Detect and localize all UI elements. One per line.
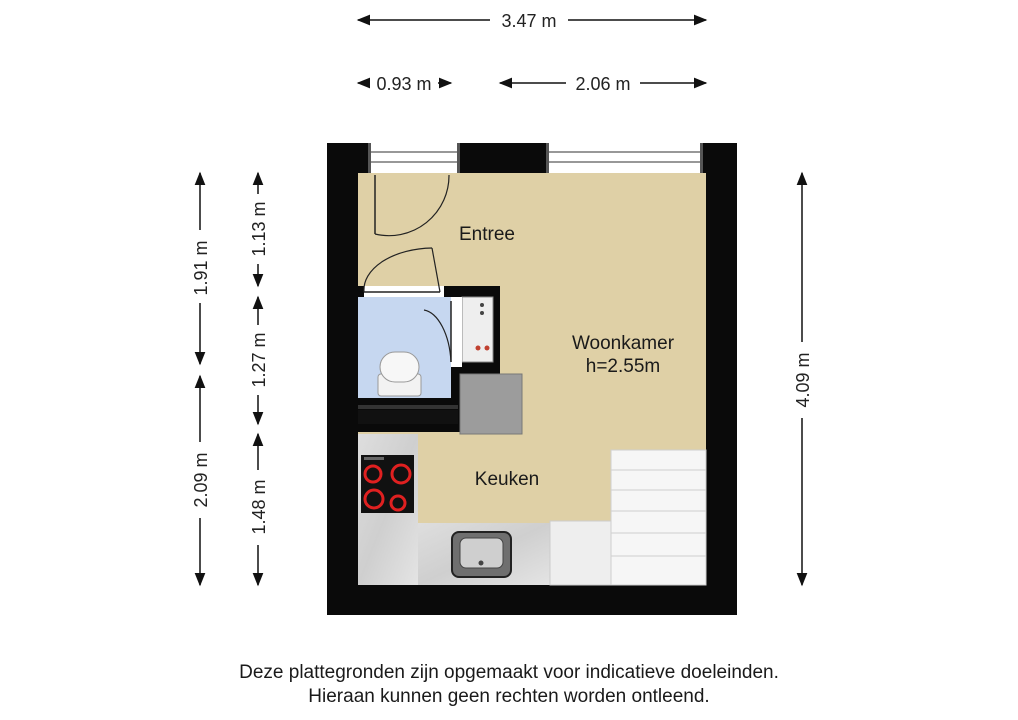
room-label-keuken: Keuken [474,469,540,490]
dimension-top-right [500,74,706,94]
sink-icon [452,532,511,577]
kitchen-column [460,374,522,434]
svg-text:1.48 m: 1.48 m [249,479,269,535]
dimension-right [793,173,813,585]
disclaimer-line-1: Deze plattegronden zijn opgemaakt voor indicatieve doeleinden. [239,662,779,683]
staircase [611,450,706,585]
room-label-woonkamer: Woonkamer [571,333,675,354]
dimension-left-inner-top [249,173,269,286]
dimension-left-outer-top [191,173,211,364]
svg-text:0.93 m: 0.93 m [376,74,432,94]
kitchen-cabinet [550,521,612,585]
toilet-icon [378,352,421,396]
dimension-top-total [358,11,706,31]
window-left [368,143,460,173]
room-label-woonkamer-height: h=2.55m [585,356,661,377]
dimension-left-inner-middle [249,297,269,424]
svg-text:4.09 m: 4.09 m [793,352,813,408]
svg-text:3.47 m: 3.47 m [501,11,557,31]
hob-icon [361,455,414,513]
svg-text:2.09 m: 2.09 m [191,452,211,508]
disclaimer-line-2: Hieraan kunnen geen rechten worden ontleend. [308,686,710,707]
dimension-left-outer-bottom [191,376,211,585]
room-label-entree: Entree [459,224,515,245]
bathroom-cabinet [462,297,493,362]
svg-text:1.27 m: 1.27 m [249,332,269,388]
svg-text:1.91 m: 1.91 m [191,240,211,296]
svg-text:1.13 m: 1.13 m [249,201,269,257]
dimension-left-inner-bottom [249,434,269,585]
svg-text:2.06 m: 2.06 m [575,74,631,94]
dimension-top-left [358,74,451,94]
window-right [546,143,703,173]
